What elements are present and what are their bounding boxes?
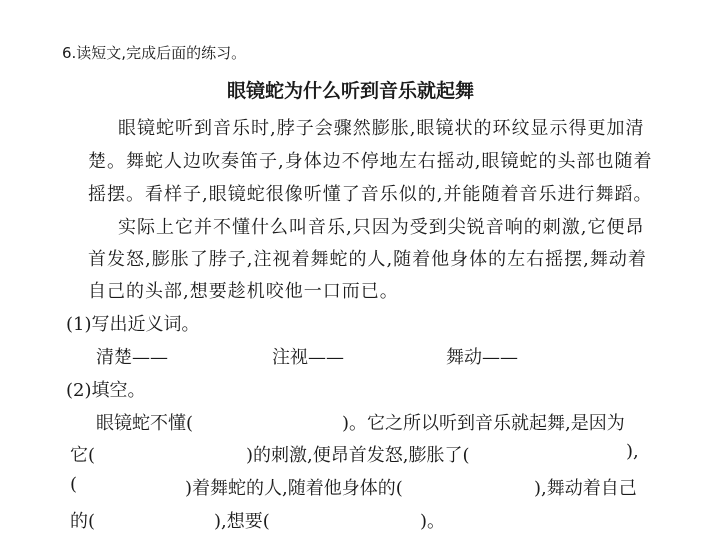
passage-line: 首发怒,膨胀了脖子,注视着舞蛇的人,随着他身体的左右摇摆,舞动着: [88, 249, 647, 270]
synonym-item-clear: 清楚——: [96, 347, 168, 368]
fill-line-4-middle: ),想要(: [214, 511, 270, 532]
passage-line: 楚。舞蛇人边吹奏笛子,身体边不停地左右摇动,眼镜蛇的头部也随着: [88, 151, 653, 172]
fill-line-2-end: ),: [626, 441, 639, 462]
part2-label: (2)填空。: [66, 380, 146, 401]
passage-line: 自己的头部,想要趁机咬他一口而已。: [88, 281, 399, 302]
fill-line-3-end: ),舞动着自己: [534, 478, 637, 499]
fill-line-3-middle: )着舞蛇的人,随着他身体的(: [185, 478, 403, 499]
passage-line: 眼镜蛇听到音乐时,脖子会骤然膨胀,眼镜状的环纹显示得更加清: [118, 118, 645, 139]
fill-line-4-start: 的(: [70, 511, 96, 532]
fill-line-3-start: (: [70, 474, 78, 495]
passage-line: 实际上它并不懂什么叫音乐,只因为受到尖锐音响的刺激,它便昂: [118, 217, 645, 238]
fill-line-1-start: 眼镜蛇不懂(: [96, 413, 194, 434]
part1-label: (1)写出近义词。: [66, 314, 200, 335]
passage-line: 摇摆。看样子,眼镜蛇很像听懂了音乐似的,并能随着音乐进行舞蹈。: [88, 184, 653, 205]
fill-line-2-middle: )的刺激,便昂首发怒,膨胀了(: [246, 445, 470, 466]
fill-line-4-end: )。: [420, 511, 446, 532]
synonym-item-gaze: 注视——: [272, 347, 344, 368]
passage-title: 眼镜蛇为什么听到音乐就起舞: [226, 80, 474, 102]
synonym-item-dance: 舞动——: [446, 347, 518, 368]
fill-line-1-end: )。它之所以听到音乐就起舞,是因为: [342, 413, 625, 434]
question-number-label: 6.读短文,完成后面的练习。: [62, 44, 247, 62]
fill-line-2-start: 它(: [70, 445, 96, 466]
